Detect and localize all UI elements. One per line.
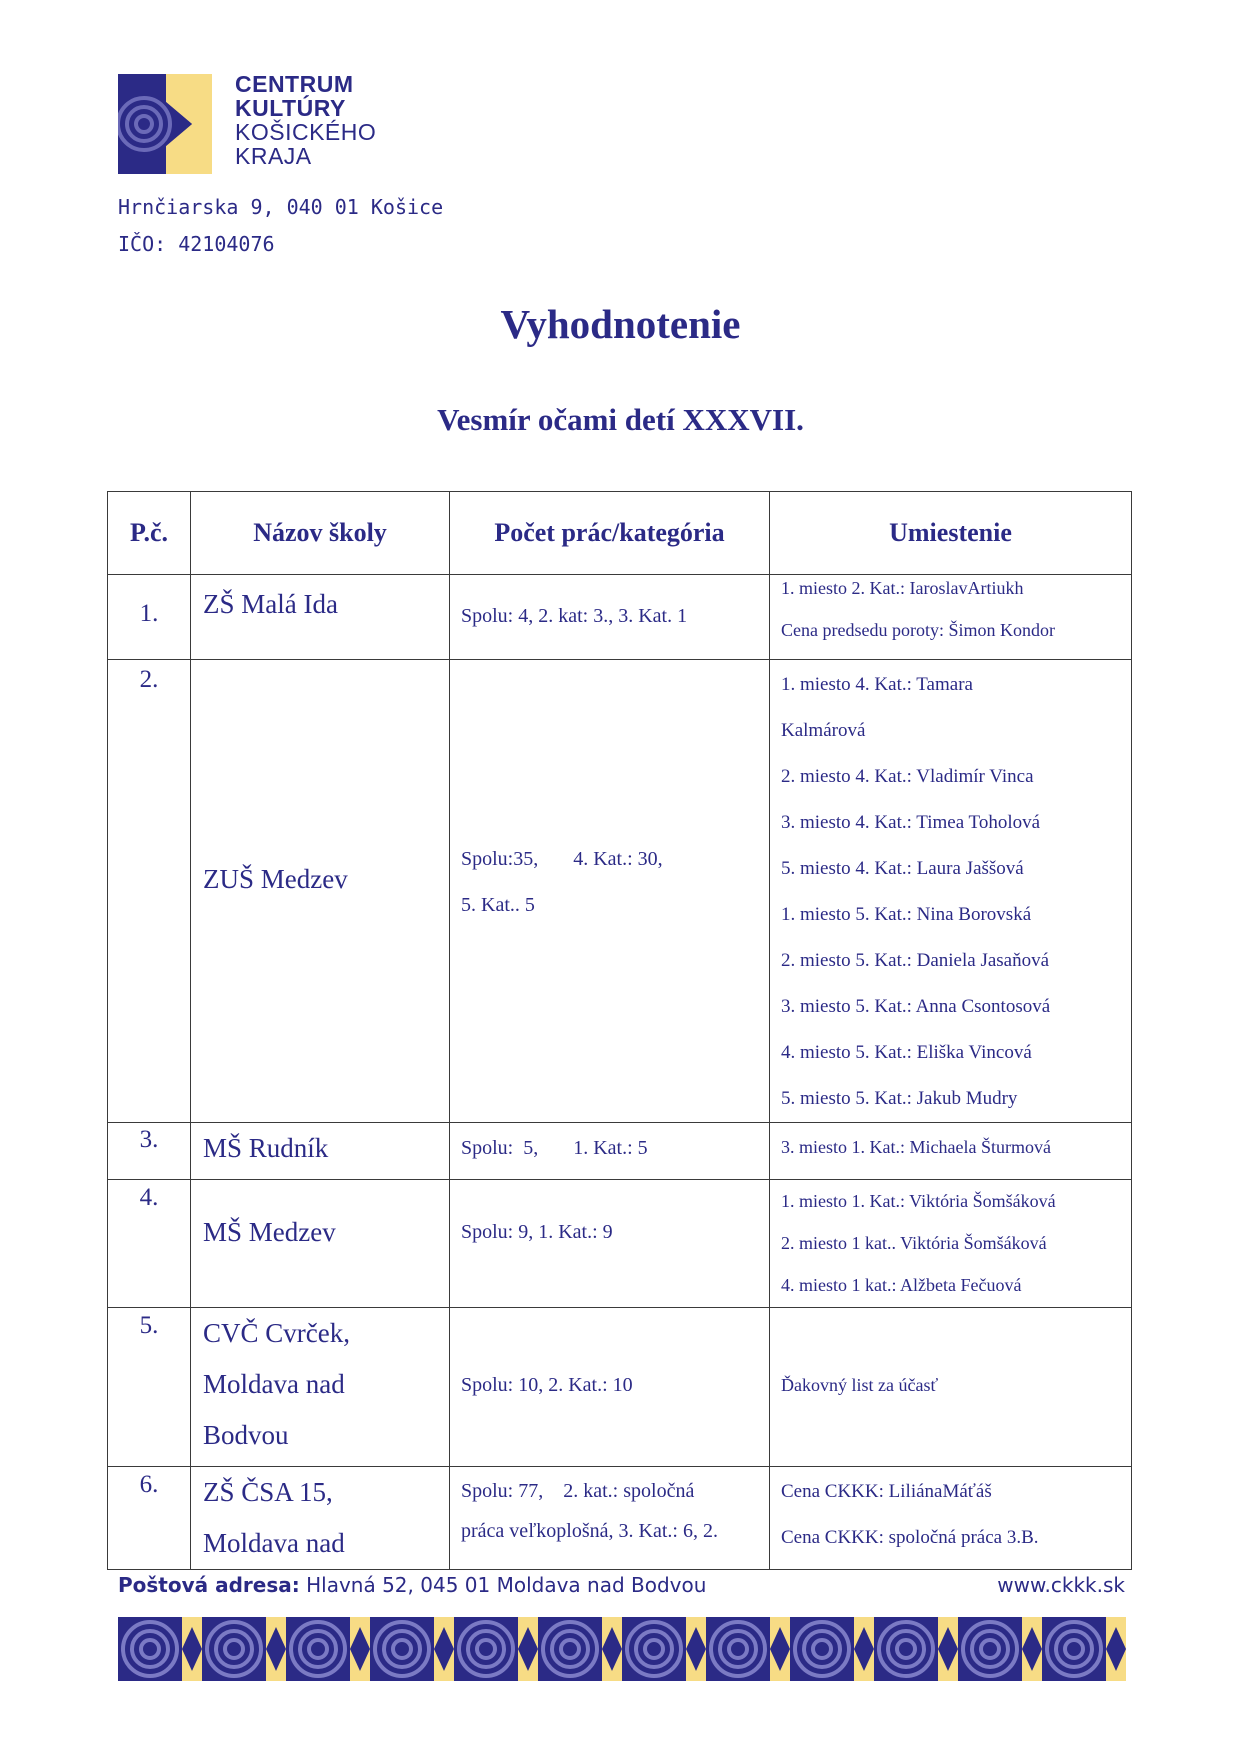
placement-item: Cena CKKK: LiliánaMáťáš: [781, 1481, 992, 1502]
placement-list: [770, 660, 1131, 1122]
work-count: Spolu: 4, 2. kat: 3., 3. Kat. 1: [461, 605, 688, 627]
results-table: [107, 491, 1132, 1570]
row-number: 2.: [139, 666, 159, 693]
table-header-row: [108, 492, 1132, 575]
placement-item: 2. miesto 1 kat.. Viktória Šomšáková: [781, 1233, 1047, 1253]
organization-ico: IČO: 42104076: [118, 232, 275, 256]
placement-list: [770, 1123, 1131, 1165]
school-name-line: Bodvou: [203, 1420, 289, 1450]
header-work-count: Počet prác/kategória: [450, 492, 770, 575]
table-row: [108, 660, 1132, 1123]
table-row: [108, 1123, 1132, 1180]
placement-item: 3. miesto 4. Kat.: Timea Toholová: [781, 812, 1041, 833]
placement-item: 1. miesto 2. Kat.: IaroslavArtiukh: [781, 578, 1024, 598]
table-row: [108, 1467, 1132, 1570]
work-count-line: 5. Kat.. 5: [461, 894, 535, 916]
header-number: P.č.: [108, 492, 191, 575]
table-row: [108, 575, 1132, 660]
organization-address: Hrnčiarska 9, 040 01 Košice: [118, 195, 444, 219]
row-number: 4.: [139, 1184, 159, 1211]
placement-item: 2. miesto 4. Kat.: Vladimír Vinca: [781, 766, 1034, 787]
placement-item: 1. miesto 5. Kat.: Nina Borovská: [781, 904, 1032, 925]
placement-item: 5. miesto 4. Kat.: Laura Jaššová: [781, 858, 1024, 879]
work-count: Spolu: 10, 2. Kat.: 10: [461, 1374, 633, 1396]
ckkk-logo-mark: [118, 74, 212, 174]
placement-list: [770, 1180, 1131, 1306]
school-name-line: ZŠ ČSA 15,: [203, 1477, 333, 1507]
work-count-line: Spolu:35, 4. Kat.: 30,: [461, 848, 663, 870]
placement-item: 5. miesto 5. Kat.: Jakub Mudry: [781, 1088, 1018, 1109]
postal-address-value: Hlavná 52, 045 01 Moldava nad Bodvou: [299, 1573, 707, 1597]
school-name: MŠ Medzev: [203, 1217, 336, 1247]
work-count-line: Spolu: 77, 2. kat.: spoločná: [461, 1480, 695, 1502]
placement-item: 2. miesto 5. Kat.: Daniela Jasaňová: [781, 950, 1050, 971]
placement-item: 3. miesto 1. Kat.: Michaela Šturmová: [781, 1137, 1051, 1157]
work-count: [450, 1467, 769, 1551]
placement-item: 4. miesto 1 kat.: Alžbeta Fečuová: [781, 1275, 1022, 1295]
placement-item: 4. miesto 5. Kat.: Eliška Vincová: [781, 1042, 1032, 1063]
postal-address-label: Poštová adresa:: [118, 1573, 300, 1597]
decorative-pattern-band: [118, 1617, 1126, 1681]
placement-item: Ďakovný list za účasť: [781, 1375, 939, 1395]
header-school-name: Názov školy: [191, 492, 450, 575]
work-count: Spolu: 9, 1. Kat.: 9: [461, 1221, 613, 1243]
placement-item: Cena CKKK: spoločná práca 3.B.: [781, 1527, 1039, 1548]
school-name-line: Moldava nad: [203, 1528, 345, 1558]
school-name: ZŠ Malá Ida: [203, 589, 338, 619]
school-name-line: Moldava nad: [203, 1369, 345, 1399]
placement-item: Cena predsedu poroty: Šimon Kondor: [781, 620, 1055, 640]
row-number: 3.: [139, 1126, 159, 1153]
school-name: [191, 1467, 449, 1569]
work-count-line: práca veľkoplošná, 3. Kat.: 6, 2.: [461, 1520, 718, 1542]
work-count: Spolu: 5, 1. Kat.: 5: [461, 1137, 648, 1159]
document-title: Vyhodnotenie: [500, 301, 741, 347]
placement-item: 3. miesto 5. Kat.: Anna Csontosová: [781, 996, 1051, 1017]
table-row: [108, 1308, 1132, 1467]
placement-list: [770, 567, 1131, 651]
placement-list: [770, 1467, 1131, 1561]
document-subtitle: Vesmír očami detí XXXVII.: [437, 402, 804, 437]
row-number: 1.: [139, 600, 159, 627]
school-name: MŠ Rudník: [203, 1133, 329, 1163]
header-placement: Umiestenie: [770, 492, 1132, 575]
placement-item: 1. miesto 4. Kat.: Tamara: [781, 674, 973, 695]
school-name: [191, 1308, 449, 1461]
placement-list: [770, 1308, 1131, 1405]
placement-item: Kalmárová: [781, 720, 866, 741]
school-name-line: CVČ Cvrček,: [203, 1318, 350, 1348]
school-name: ZUŠ Medzev: [203, 864, 348, 894]
work-count: [450, 660, 769, 928]
postal-address: [118, 1573, 706, 1597]
website-link[interactable]: www.ckkk.sk: [997, 1573, 1125, 1597]
row-number: 5.: [139, 1312, 159, 1339]
placement-item: 1. miesto 1. Kat.: Viktória Šomšáková: [781, 1191, 1056, 1211]
organization-logo-text: CENTRUM KULTÚRY KOŠICKÉHO KRAJA: [235, 71, 377, 169]
row-number: 6.: [139, 1471, 159, 1498]
table-row: [108, 1180, 1132, 1308]
